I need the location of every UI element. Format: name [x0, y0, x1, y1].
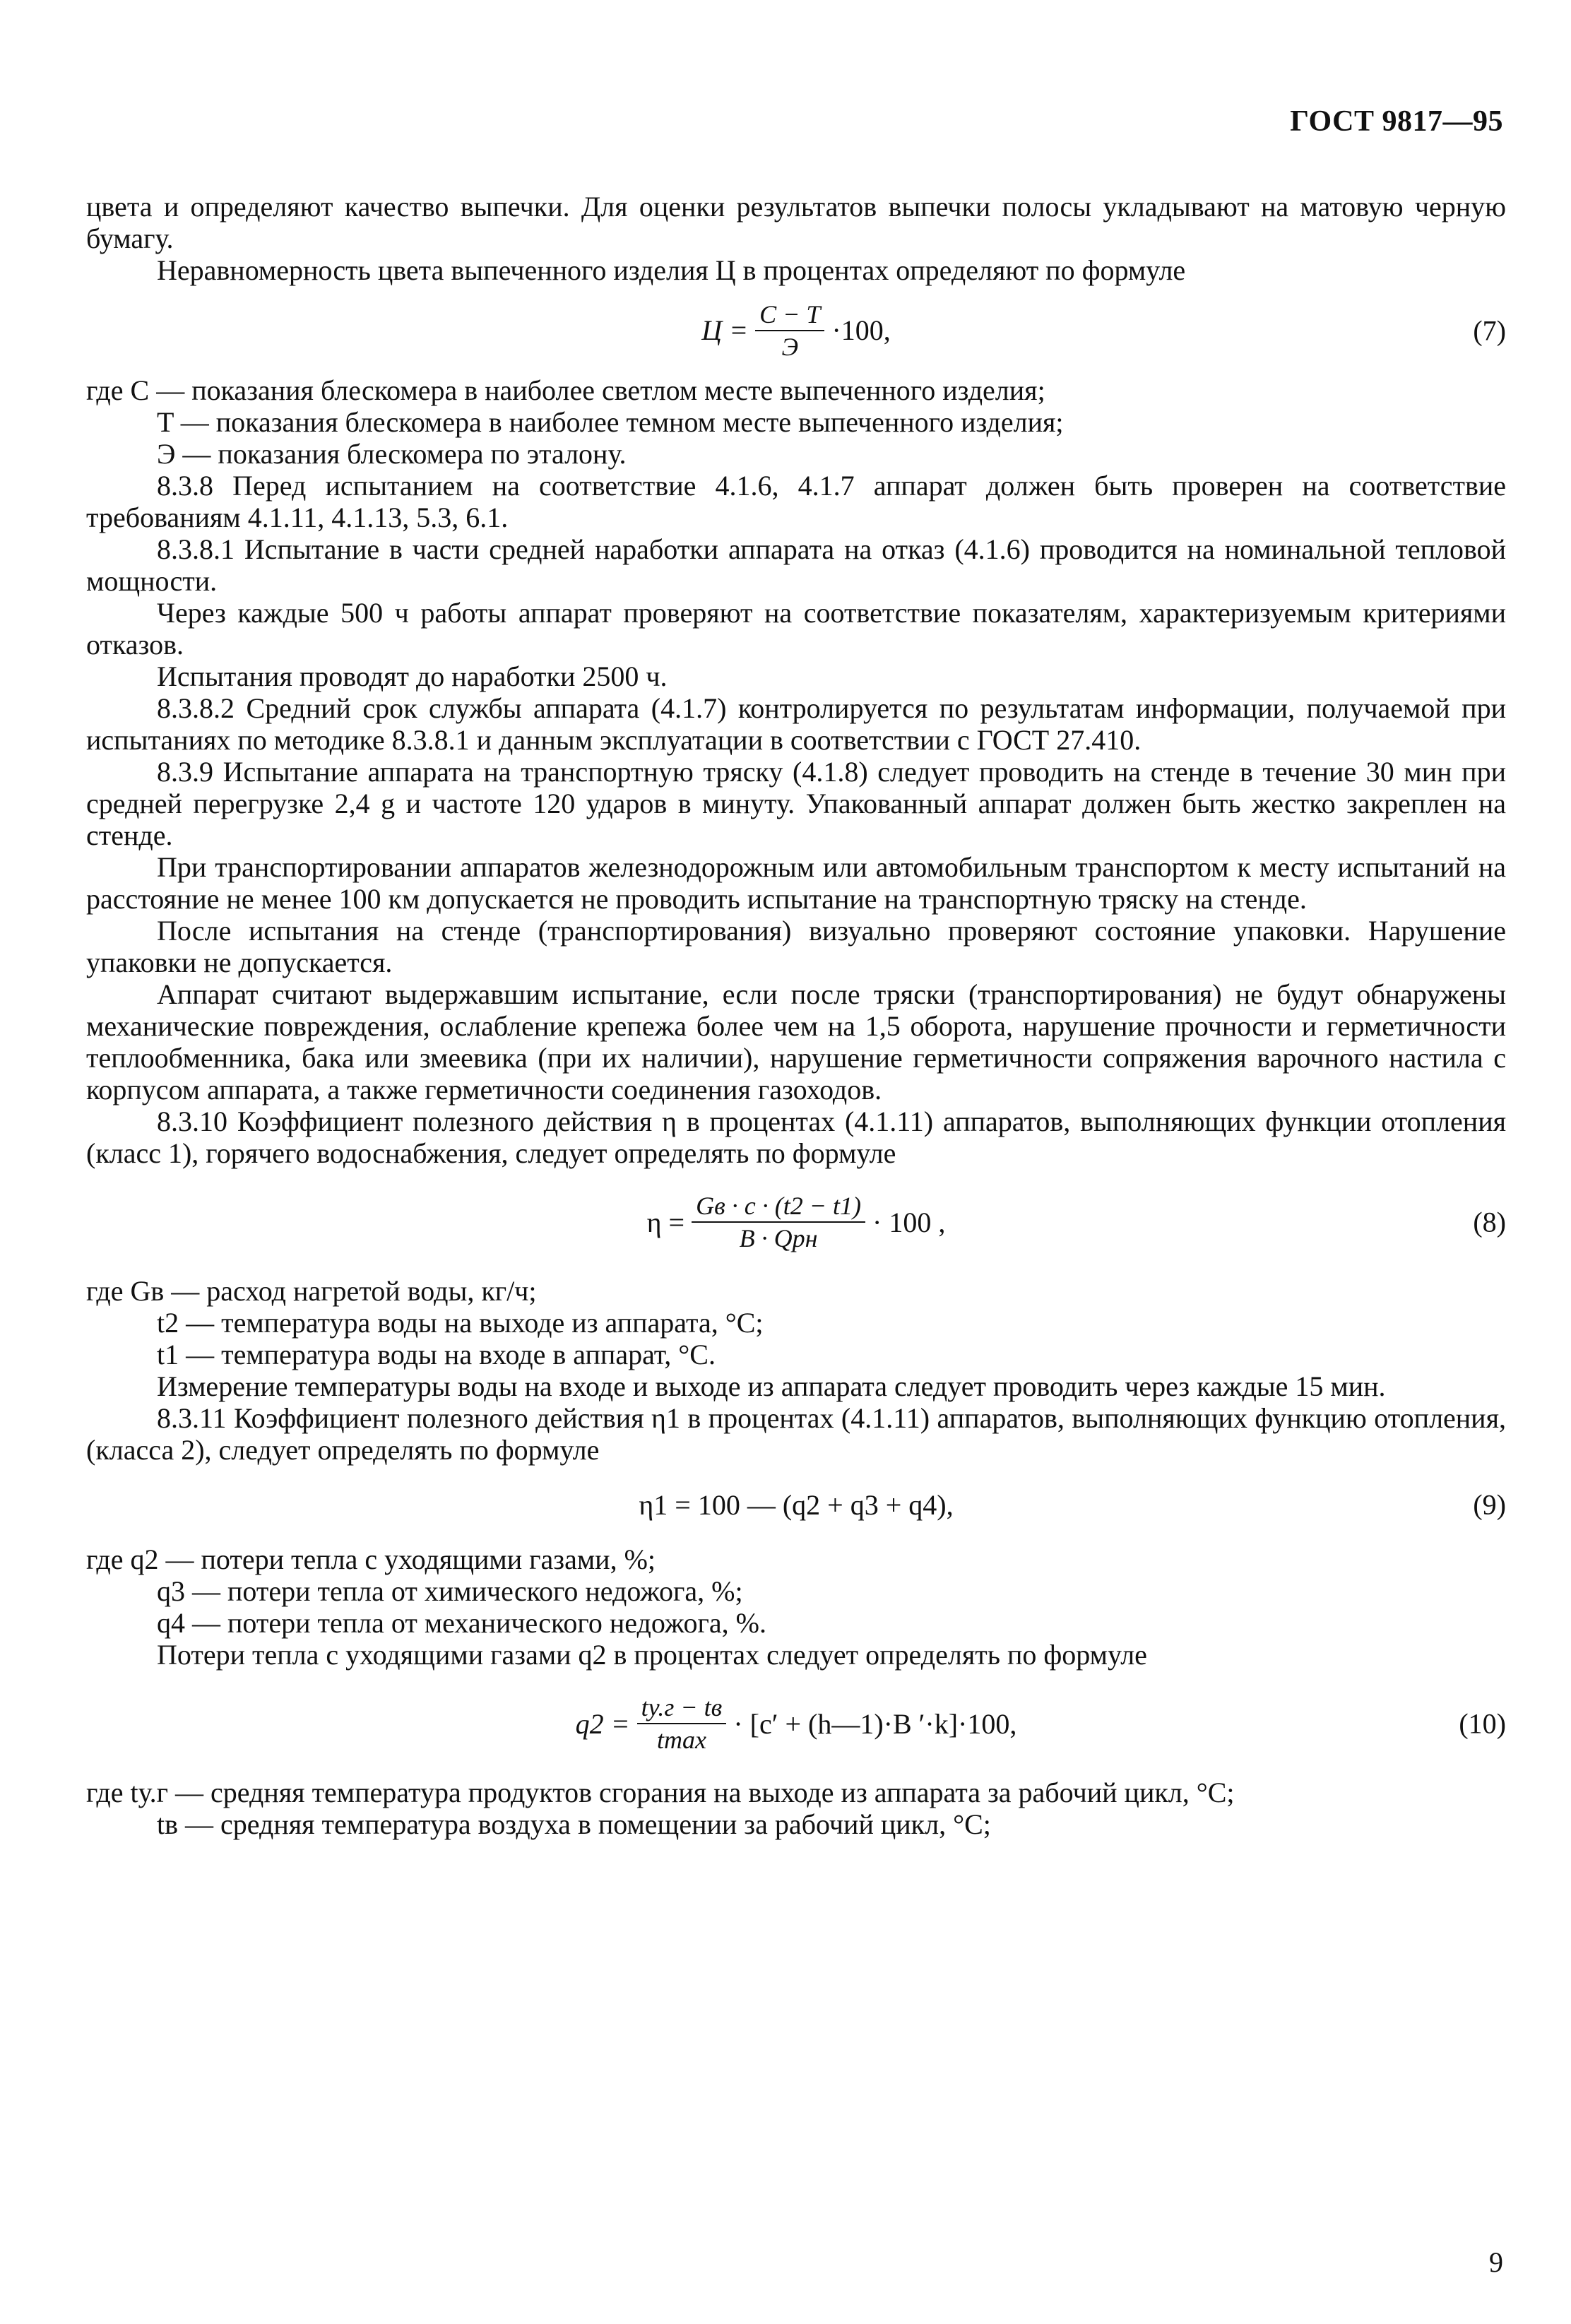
formula-number: (8): [1473, 1206, 1506, 1238]
where-line: Э — показания блескомера по эталону.: [157, 438, 627, 470]
paragraph: 8.3.10 Коэффициент полезного действия η в процентах (4.1.11) аппаратов, выполняющих функции отопления (класс 1), горячего водоснабжения, следует определять по формуле: [86, 1105, 1506, 1169]
document-code: ГОСТ 9817—95: [1290, 105, 1503, 138]
formula-fraction: [692, 1192, 865, 1252]
where-line: где Gв — расход нагретой воды, кг/ч;: [86, 1275, 537, 1307]
where-line: q3 — потери тепла от химического недожога, %;: [157, 1575, 743, 1607]
where-line: t2 — температура воды на выходе из аппарата, °С;: [157, 1307, 764, 1339]
page-body: [86, 191, 1506, 1840]
formula-number: (9): [1473, 1488, 1506, 1521]
formula-fraction: [755, 300, 824, 361]
paragraph: 8.3.9 Испытание аппарата на транспортную тряску (4.1.8) следует проводить на стенде в течение 30 мин при средней перегрузке 2,4 g и частоте 120 ударов в минуту. Упакованный аппарат должен быть жестко закреплен на стенде.: [86, 756, 1506, 851]
paragraph: 8.3.8.2 Средний срок службы аппарата (4.1.7) контролируется по результатам информации, получаемой при испытаниях по методике 8.3.8.1 и данным эксплуатации в соответствии с ГОСТ 27.410.: [86, 692, 1506, 756]
paragraph: Аппарат считают выдержавшим испытание, если после тряски (транспортирования) не будут обнаружены механические повреждения, ослабление крепежа более чем на 1,5 оборота, нарушение прочности и герметичности теплообменника, бака или змеевика (при их наличии), нарушение герметичности сопряжения варочного настила с корпусом аппарата, а также герметичности соединения газоходов.: [86, 978, 1506, 1105]
paragraph: При транспортировании аппаратов железнодорожным или автомобильным транспортом к месту испытаний на расстояние не менее 100 км допускается не проводить испытание на транспортную тряску на стенде.: [86, 851, 1506, 915]
paragraph: После испытания на стенде (транспортирования) визуально проверяют состояние упаковки. Нарушение упаковки не допускается.: [86, 915, 1506, 978]
where-line: T — показания блескомера в наиболее темном месте выпеченного изделия;: [157, 406, 1064, 438]
formula-lhs: η =: [646, 1206, 685, 1238]
where-line: t1 — температура воды на входе в аппарат, °С.: [157, 1339, 716, 1370]
paragraph: 8.3.11 Коэффициент полезного действия η1 в процентах (4.1.11) аппаратов, выполняющих функцию отопления, (класса 2), следует определять по формуле: [86, 1402, 1506, 1466]
formula-lhs: Ц =: [701, 314, 749, 346]
formula-numerator: C − T: [755, 300, 824, 331]
formula-numerator: tу.г − tв: [637, 1693, 727, 1724]
formula-fraction: [637, 1693, 727, 1754]
formula-lhs: q2 =: [575, 1707, 630, 1740]
paragraph: Испытания проводят до наработки 2500 ч.: [157, 660, 668, 692]
formula-expression: η1 = 100 — (q2 + q3 + q4),: [639, 1488, 954, 1521]
formula-denominator: B · Qрн: [739, 1224, 818, 1252]
formula-8: [86, 1169, 1506, 1275]
paragraph: Потери тепла с уходящими газами q2 в процентах следует определять по формуле: [157, 1639, 1147, 1671]
formula-9: [86, 1466, 1506, 1543]
paragraph: Через каждые 500 ч работы аппарат проверяют на соответствие показателям, характеризуемым критериями отказов.: [86, 597, 1506, 660]
page-number: 9: [1489, 2246, 1503, 2278]
formula-number: (10): [1459, 1707, 1506, 1740]
paragraph: Измерение температуры воды на входе и выходе из аппарата следует проводить через каждые 15 мин.: [157, 1370, 1386, 1402]
formula-tail: · 100 ,: [872, 1206, 946, 1238]
formula-number: (7): [1473, 314, 1506, 346]
formula-10: [86, 1671, 1506, 1777]
paragraph: цвета и определяют качество выпечки. Для оценки результатов выпечки полосы укладывают на матовую черную бумагу.: [86, 191, 1506, 254]
formula-7: [86, 286, 1506, 374]
paragraph: Неравномерность цвета выпеченного изделия Ц в процентах определяют по формуле: [157, 254, 1186, 286]
where-line: tв — средняя температура воздуха в помещении за рабочий цикл, °С;: [157, 1808, 991, 1840]
formula-denominator: tmax: [656, 1726, 706, 1754]
formula-numerator: Gв · c · (t2 − t1): [692, 1192, 865, 1223]
paragraph: 8.3.8.1 Испытание в части средней наработки аппарата на отказ (4.1.6) проводится на номинальной тепловой мощности.: [86, 533, 1506, 597]
where-line: где tу.г — средняя температура продуктов сгорания на выходе из аппарата за рабочий цикл, °С;: [86, 1777, 1235, 1808]
where-line: q4 — потери тепла от механического недожога, %.: [157, 1607, 766, 1639]
paragraph: 8.3.8 Перед испытанием на соответствие 4.1.6, 4.1.7 аппарат должен быть проверен на соответствие требованиям 4.1.11, 4.1.13, 5.3, 6.1.: [86, 470, 1506, 533]
formula-denominator: Э: [781, 332, 799, 361]
where-line: где C — показания блескомера в наиболее светлом месте выпеченного изделия;: [86, 374, 1045, 406]
formula-tail: ·100,: [831, 314, 891, 346]
formula-tail: · [c′ + (h—1)·B ′·k]·100,: [733, 1707, 1017, 1740]
where-line: где q2 — потери тепла с уходящими газами, %;: [86, 1543, 656, 1575]
